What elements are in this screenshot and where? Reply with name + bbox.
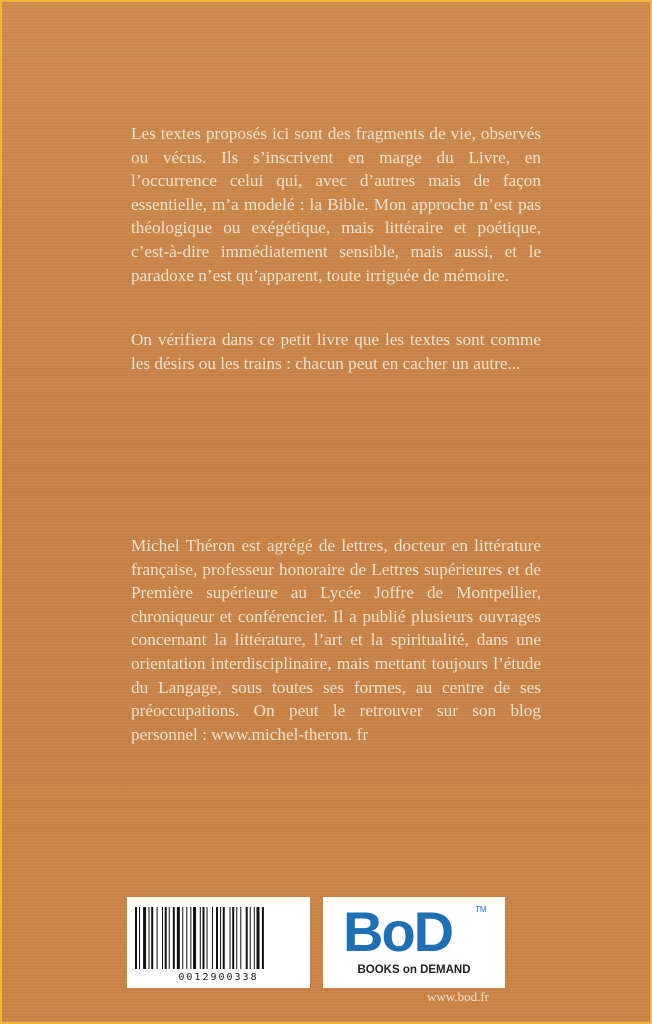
description-paragraph-2: On vérifiera dans ce petit livre que les textes sont comme les désirs ou les trains : chacun peut en cacher un autre...	[131, 330, 541, 373]
barcode-digits: 0012900338	[178, 972, 259, 983]
publisher-logo-mark: BoD	[343, 900, 453, 963]
trademark-symbol: TM	[475, 905, 487, 914]
description-paragraph-1: Les textes proposés ici sont des fragments de vie, observés ou vécus. Ils s’inscrivent en marge du Livre, en l’occurrence celui qui, avec d’autres mais de façon essentielle, m’a modelé : la Bible. Mon approche n’est pas théologique ou exégétique, mais littéraire et poétique, c’est-à-dire immédiatement sensible, mais aussi, et le paradoxe n’est qu’apparent, toute irriguée de mémoire.	[131, 124, 541, 285]
publisher-website: www.bod.fr	[427, 989, 489, 1004]
barcode	[127, 897, 310, 988]
author-bio: Michel Théron est agrégé de lettres, docteur en littérature française, professeur honoraire de Lettres supérieures et de Première supérieure au Lycée Joffre de Montpellier, chroniqueur et conférencier. Il a publié plusieurs ouvrages concernant la littérature, l’art et la spiritualité, dans une orientation interdisciplinaire, mais mettant toujours l’étude du Langage, sous toutes ses formes, au centre de ses préoccupations. On peut le retrouver sur son blog personnel : www.michel-theron. fr	[131, 536, 541, 744]
publisher-logo	[323, 897, 505, 988]
barcode-bars	[135, 907, 302, 969]
publisher-logo-subtitle: BOOKS on DEMAND	[357, 964, 471, 976]
